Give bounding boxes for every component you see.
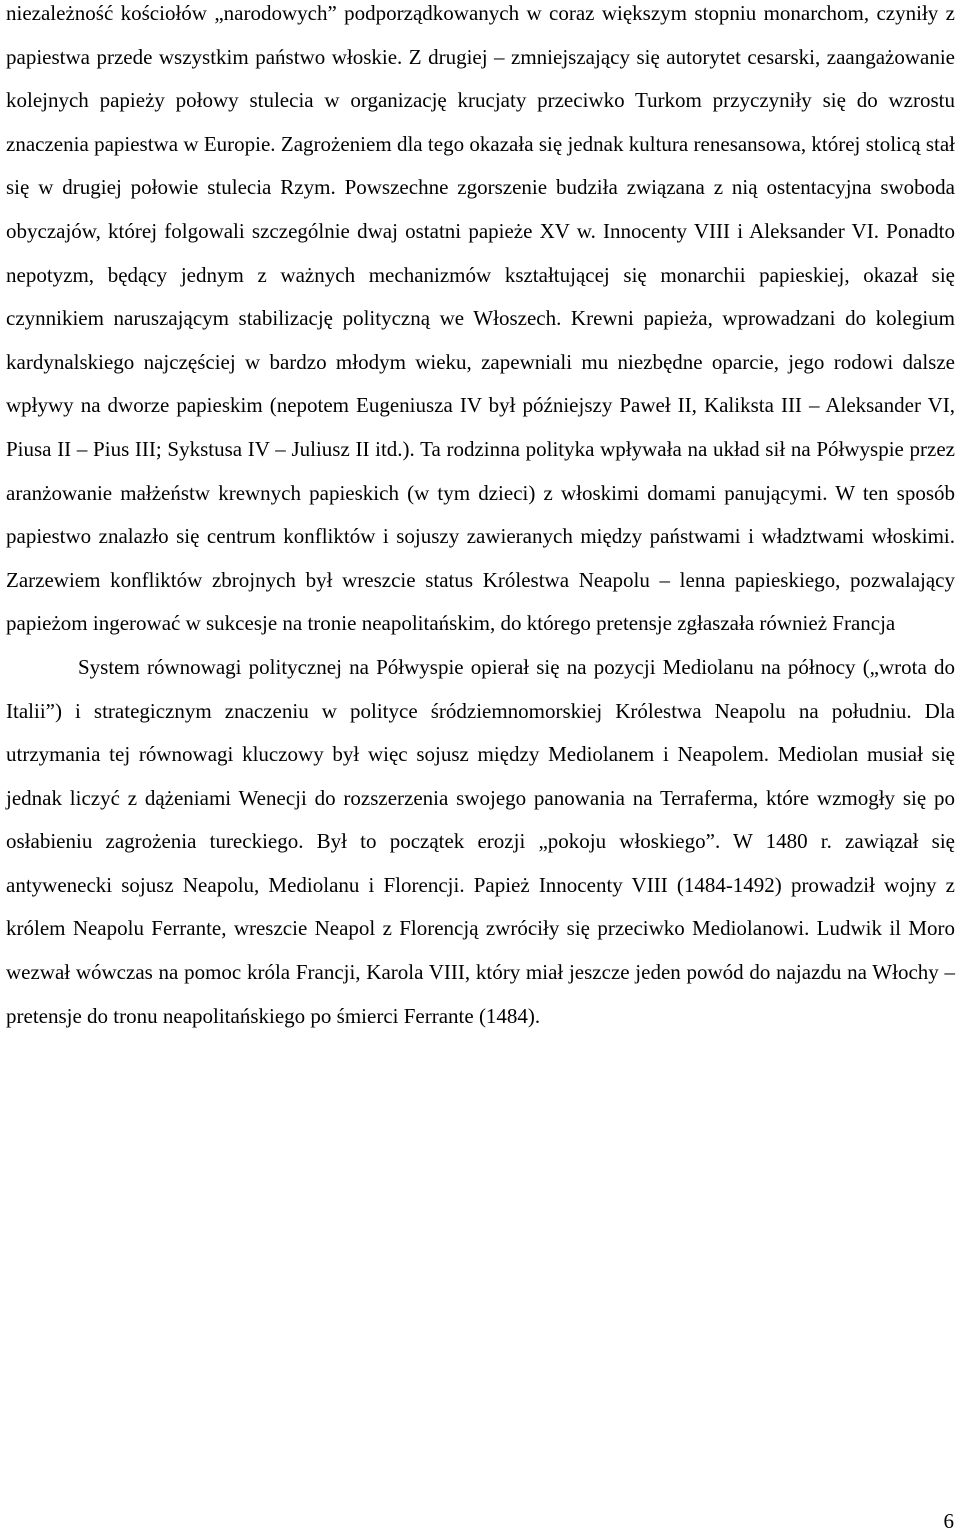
page-number: 6 bbox=[943, 1509, 954, 1533]
paragraph-2: System równowagi politycznej na Półwyspie opierał się na pozycji Mediolanu na północy („wrota do Italii”) i strategicznym znaczeniu w polityce śródziemnomorskiej Królestwa Neapolu na południu. Dla utrzymania tej równowagi kluczowy był więc sojusz między Mediolanem i Neapolem. Mediolan musiał się jednak liczyć z dążeniami Wenecji do rozszerzenia swojego panowania na Terraferma, które wzmogły się po osłabieniu zagrożenia tureckiego. Był to początek erozji „pokoju włoskiego”. W 1480 r. zawiązał się antywenecki sojusz Neapolu, Mediolanu i Florencji. Papież Innocenty VIII (1484-1492) prowadził wojny z królem Neapolu Ferrante, wreszcie Neapol z Florencją zwróciły się przeciwko Mediolanowi. Ludwik il Moro wezwał wówczas na pomoc króla Francji, Karola VIII, który miał jeszcze jeden powód do najazdu na Włochy – pretensje do tronu neapolitańskiego po śmierci Ferrante (1484). bbox=[6, 654, 955, 1028]
document-page bbox=[6, 0, 955, 1038]
paragraph-1: niezależność kościołów „narodowych” podporządkowanych w coraz większym stopniu monarchom, czyniły z papiestwa przede wszystkim państwo włoskie. Z drugiej – zmniejszający się autorytet cesarski, zaangażowanie kolejnych papieży połowy stulecia w organizację krucjaty przeciwko Turkom przyczyniły się do wzrostu znaczenia papiestwa w Europie. Zagrożeniem dla tego okazała się jednak kultura renesansowa, której stolicą stał się w drugiej połowie stulecia Rzym. Powszechne zgorszenie budziła związana z nią ostentacyjna swoboda obyczajów, której folgowali szczególnie dwaj ostatni papieże XV w. Innocenty VIII i Aleksander VI. Ponadto nepotyzm, będący jednym z ważnych mechanizmów kształtującej się monarchii papieskiej, okazał się czynnikiem naruszającym stabilizację polityczną we Włoszech. Krewni papieża, wprowadzani do kolegium kardynalskiego najczęściej w bardzo młodym wieku, zapewniali mu niezbędne oparcie, jego rodowi dalsze wpływy na dworze papieskim (nepotem Eugeniusza IV był późniejszy Paweł II, Kaliksta III – Aleksander VI, Piusa II – Pius III; Sykstusa IV – Juliusz II itd.). Ta rodzinna polityka wpływała na układ sił na Półwyspie przez aranżowanie małżeństw krewnych papieskich (w tym dzieci) z włoskimi domami panującymi. W ten sposób papiestwo znalazło się centrum konfliktów i sojuszy zawieranych między państwami i władztwami włoskimi. Zarzewiem konfliktów zbrojnych był wreszcie status Królestwa Neapolu – lenna papieskiego, pozwalający papieżom ingerować w sukcesje na tronie neapolitańskim, do którego pretensje zgłaszała również Francja bbox=[6, 1, 955, 636]
